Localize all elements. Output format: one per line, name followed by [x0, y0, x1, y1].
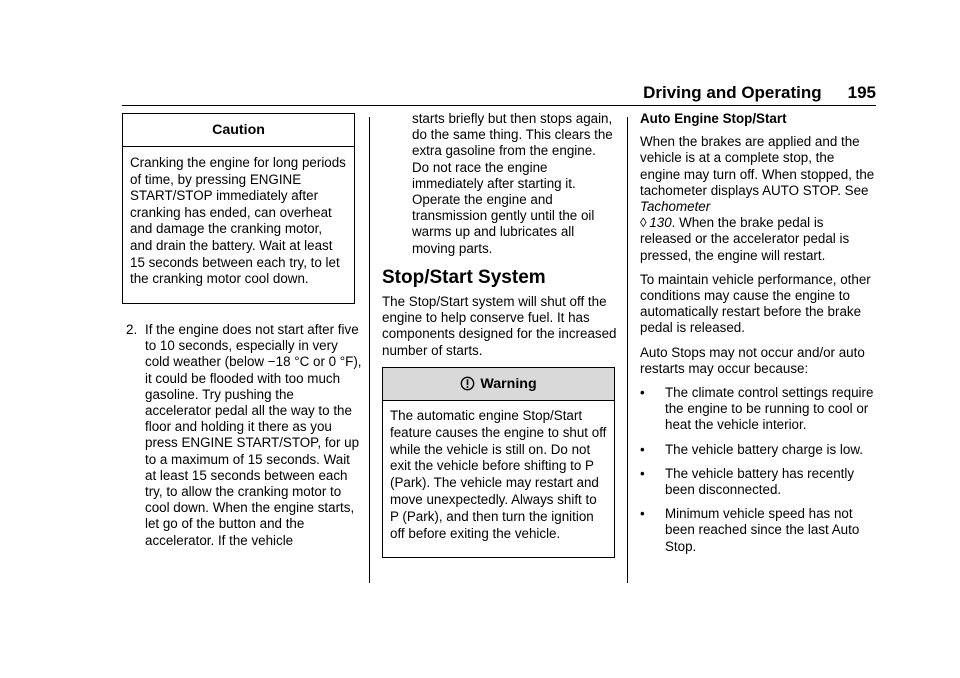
warning-title: [383, 368, 614, 401]
warning-box: [382, 367, 615, 558]
section-heading-stop-start: Stop/Start System: [382, 267, 546, 288]
tachometer-ref-link[interactable]: Tachometer: [640, 199, 711, 215]
tachometer-page-ref[interactable]: 130: [649, 215, 672, 231]
warning-icon: [460, 371, 475, 403]
column-divider-2: [627, 117, 628, 583]
continuation-paragraph: starts briefly but then stops again, do the same thing. This clears the extra gasoline from the engine. Do not race the engine immediately after starting it. Operate the engine and transmission gently until the oil warms up and lubricates all moving parts.: [412, 111, 613, 256]
section-title: Driving and Operating: [643, 83, 822, 102]
bullet-marker: •: [640, 385, 645, 401]
page-number: 195: [847, 83, 876, 102]
page-ref-arrow-icon: ◊: [640, 215, 647, 231]
auto-stop-paragraph-2: To maintain vehicle performance, other conditions may cause the engine to automatically restart before the brake pedal is released.: [640, 271, 871, 336]
step-2: [126, 322, 362, 549]
stop-start-intro: [382, 294, 618, 359]
auto-stop-paragraph-1: [640, 134, 876, 264]
bullet-item: [640, 385, 876, 434]
page-header: [122, 82, 876, 104]
bullet-item: [640, 506, 876, 555]
caution-title: Caution: [123, 114, 354, 147]
stop-start-intro-text: The Stop/Start system will shut off the engine to help conserve fuel. It has components designed for the increased number of starts.: [382, 294, 617, 358]
step-number: 2.: [126, 322, 138, 337]
continuation-text: [412, 111, 616, 257]
bullet-marker: •: [640, 465, 645, 481]
bullet-text: The climate control settings require the engine to be running to cool or heat the vehicle interior.: [665, 385, 874, 433]
warning-title-text: Warning: [480, 376, 537, 392]
header-rule: [122, 105, 876, 106]
bullet-item: [640, 466, 876, 498]
bullet-marker: •: [640, 441, 645, 457]
bullet-text: The vehicle battery charge is low.: [665, 441, 863, 457]
bullet-item: [640, 442, 876, 458]
caution-box: [122, 113, 355, 304]
step-text: If the engine does not start after five to 10 seconds, especially in very cold weather (below −18 °C or 0 °F), it could be flooded with too much gasoline. Try pushing the accelerator pedal all the way to the floor and holding it there as you press ENGINE START/STOP, for up to a maximum of 15 seconds. Wait at least 15 seconds between each try, to allow the cranking motor to cool down. When the engine starts, let go of the button and the accelerator. If the vehicle: [145, 322, 362, 548]
auto-stop-section: [640, 111, 876, 563]
auto-stop-paragraph-3: Auto Stops may not occur and/or auto restarts may occur because:: [640, 344, 865, 376]
bullet-text: The vehicle battery has recently been disconnected.: [665, 465, 855, 498]
auto-stop-para1-pre: When the brakes are applied and the vehicle is at a complete stop, the engine may turn off. When stopped, the tachometer displays AUTO STOP. See: [640, 134, 875, 198]
auto-stop-para1-post: . When the brake pedal is released or the accelerator pedal is pressed, the engine will restart.: [640, 215, 850, 263]
column-divider-1: [369, 117, 370, 583]
warning-body: The automatic engine Stop/Start feature causes the engine to shut off while the vehicle is still on. Do not exit the vehicle before shifting to P (Park). The vehicle may restart and move unexpectedly. Always shift to P (Park), and then turn the ignition off before exiting the vehicle.: [390, 408, 607, 541]
auto-stop-heading: Auto Engine Stop/Start: [640, 111, 787, 126]
bullet-text: Minimum vehicle speed has not been reached since the last Auto Stop.: [665, 506, 860, 554]
bullet-marker: •: [640, 506, 645, 522]
caution-body: Cranking the engine for long periods of time, by pressing ENGINE START/STOP immediately after cranking has ended, can overheat and damage the cranking motor, and drain the battery. Wait at least 15 seconds between each try, to let the cranking motor cool down.: [130, 155, 346, 287]
